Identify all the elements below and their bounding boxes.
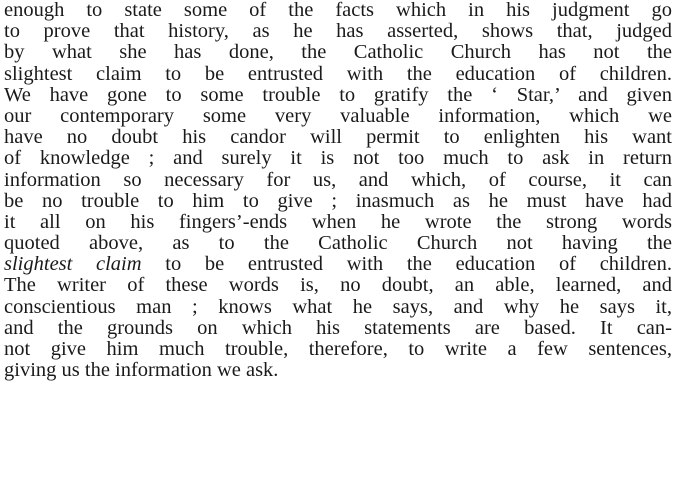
text-line [4, 297, 672, 318]
text-segment: be no trouble to him to give ; inasmuch as he must have had [4, 189, 672, 212]
text-line [4, 191, 672, 212]
text-segment: to be entrusted with the education of children. [141, 253, 672, 276]
text-segment: have no doubt his candor will permit to enlighten his want [4, 126, 672, 149]
text-segment: conscientious man ; knows what he says, and why he says it, [4, 295, 672, 318]
text-segment: our contemporary some very valuable information, which we [4, 104, 672, 127]
text-segment: enough to state some of the facts which in his judgment go [4, 0, 672, 21]
text-line [4, 106, 672, 127]
text-segment: by what she has done, the Catholic Church has not the [4, 41, 672, 64]
document-page [4, 0, 672, 481]
text-line [4, 275, 672, 296]
text-segment: information so necessary for us, and which, of course, it can [4, 168, 672, 191]
text-segment: quoted above, as to the Catholic Church not having the [4, 232, 672, 255]
text-line [4, 42, 672, 63]
text-line [4, 21, 672, 42]
text-segment: it all on his fingers’-ends when he wrote the strong words [4, 210, 672, 233]
italic-text-segment: slightest claim [4, 253, 142, 276]
text-line [4, 0, 672, 21]
text-line [4, 127, 672, 148]
text-line [4, 233, 672, 254]
text-segment: not give him much trouble, therefore, to write a few sentences, [4, 338, 672, 360]
text-segment: to prove that history, as he has asserted, shows that, judged [4, 20, 672, 43]
text-line [4, 64, 672, 85]
text-segment: and the grounds on which his statements are based. It can- [4, 316, 672, 339]
text-line [4, 339, 672, 360]
text-line [4, 254, 672, 275]
text-line [4, 212, 672, 233]
text-line [4, 318, 672, 339]
text-segment: giving us the information we ask. [4, 359, 279, 382]
text-line [4, 85, 672, 106]
text-line [4, 170, 672, 191]
text-segment: The writer of these words is, no doubt, an able, learned, and [4, 274, 672, 297]
text-line [4, 360, 672, 381]
text-line [4, 148, 672, 169]
text-segment: of knowledge ; and surely it is not too much to ask in return [4, 147, 672, 170]
text-segment: slightest claim to be entrusted with the education of children. [4, 62, 672, 85]
article-body [4, 0, 672, 381]
text-segment: We have gone to some trouble to gratify the ‘ Star,’ and given [4, 83, 672, 106]
